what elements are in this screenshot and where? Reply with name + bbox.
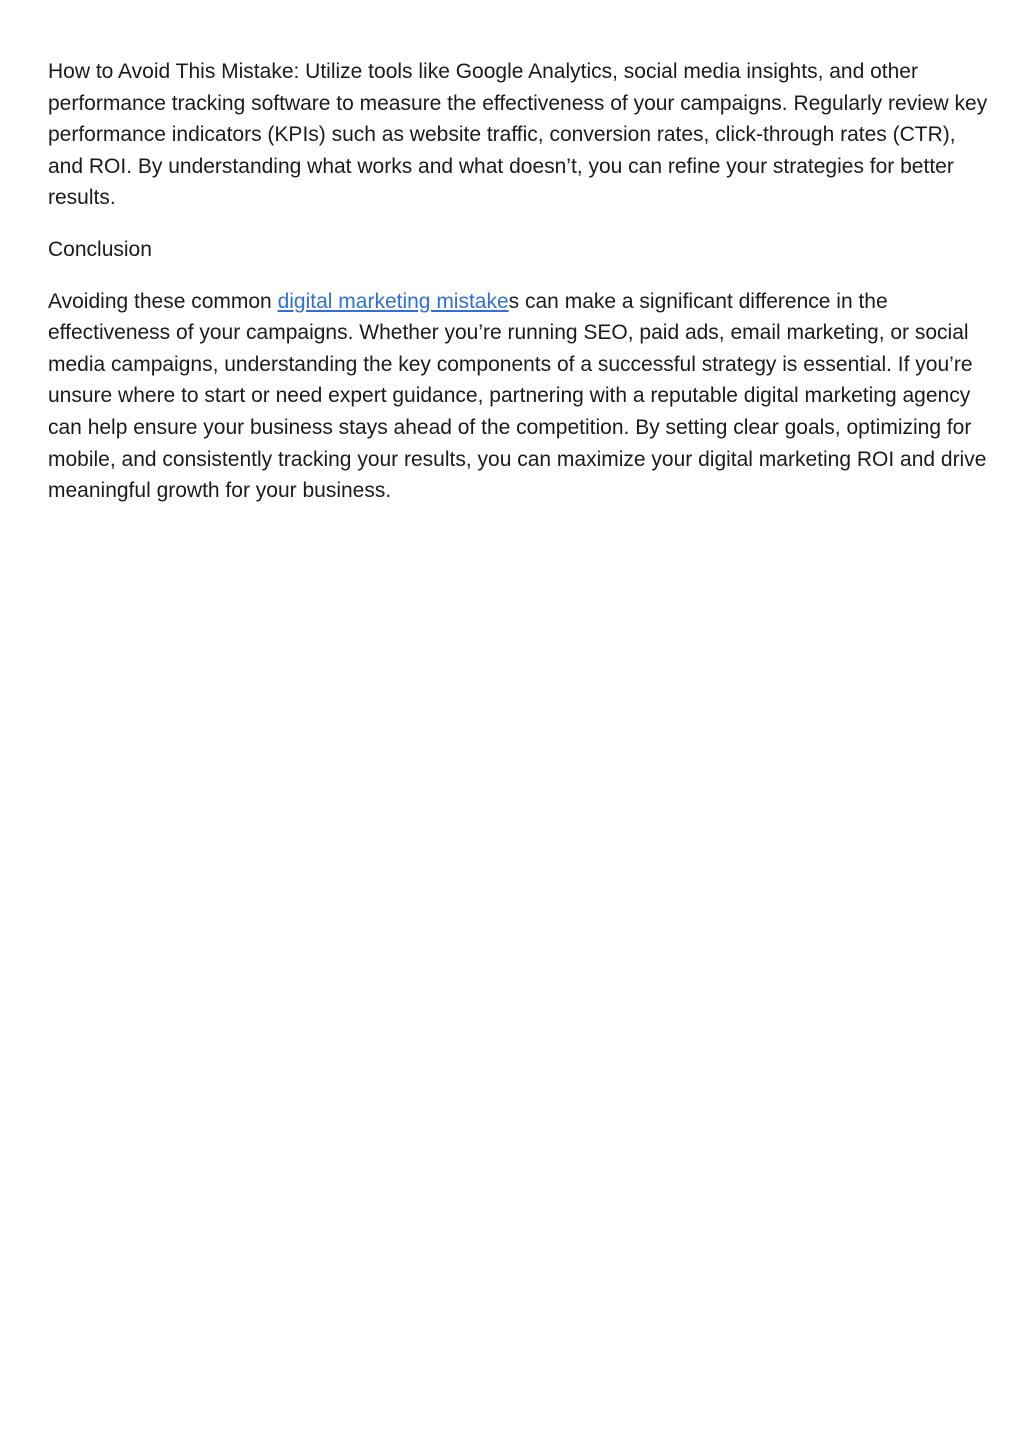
- paragraph-conclusion: [48, 286, 988, 507]
- conclusion-text-end: s can make a significant difference in the effectiveness of your campaigns. Whether you’re running SEO, paid ads, email marketing, or social media campaigns, understanding the key components of a successful strategy is essential. If you’re unsure where to start or need expert guidance, partnering with a reputable digital marketing agency can help ensure your business stays ahead of the competition. By setting clear goals, optimizing for mobile, and consistently tracking your results, you can maximize your digital marketing ROI and drive meaningful growth for your business.: [48, 289, 987, 503]
- digital-marketing-mistake-link[interactable]: digital marketing mistake: [277, 289, 509, 313]
- paragraph-avoid-mistake: How to Avoid This Mistake: Utilize tools like Google Analytics, social media insights, and other performance tracking software to measure the effectiveness of your campaigns. Regularly review key performance indicators (KPIs) such as website traffic, conversion rates, click-through rates (CTR), and ROI. By understanding what works and what doesn’t, you can refine your strategies for better results.: [48, 60, 988, 210]
- conclusion-text-start: Avoiding these common: [48, 289, 278, 313]
- document-page: [48, 56, 988, 507]
- section-heading-conclusion: Conclusion: [48, 237, 152, 261]
